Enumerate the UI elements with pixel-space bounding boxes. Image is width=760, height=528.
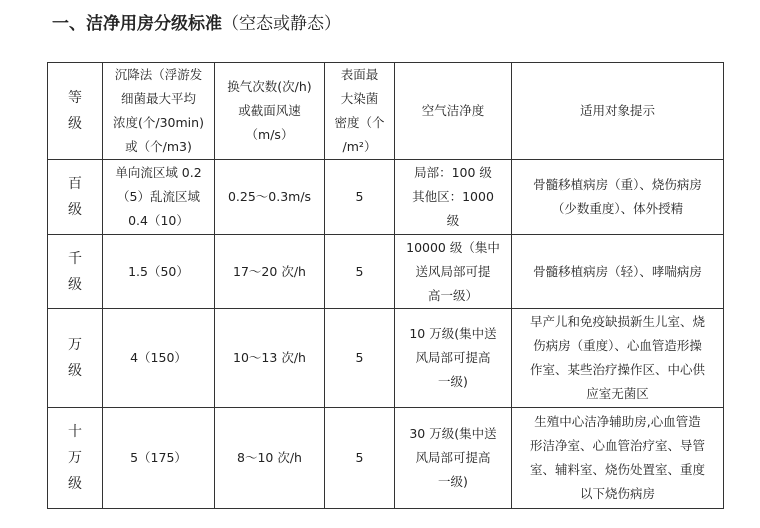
- cell-applicable-objects: 早产儿和免疫缺损新生儿室、烧 伤病房（重度）、心血管造形操 作室、某些治疗操作区、中心供 应室无菌区: [512, 309, 724, 408]
- cell-applicable-objects: 生殖中心洁净辅助房,心血管造 形洁净室、心血管治疗室、导管 室、辅料室、烧伤处置室、重度 以下烧伤病房: [512, 408, 724, 509]
- cell-air-cleanliness: 10 万级(集中送 风局部可提高 一级): [395, 309, 512, 408]
- cell-applicable-objects: 骨髓移植病房（重）、烧伤病房 （少数重度）、体外授精: [512, 160, 724, 235]
- cell-air-cleanliness: 30 万级(集中送 风局部可提高 一级): [395, 408, 512, 509]
- section-heading: [52, 12, 341, 36]
- cell-grade: 十 万 级: [48, 408, 103, 509]
- cell-air-change: 0.25～0.3m/s: [215, 160, 325, 235]
- header-surface-density: 表面最 大染菌 密度（个 /m²）: [325, 63, 395, 160]
- header-air-cleanliness: 空气洁净度: [395, 63, 512, 160]
- cell-settle-method: 1.5（50）: [103, 235, 215, 309]
- cell-surface-density: 5: [325, 309, 395, 408]
- table-row: [48, 309, 724, 408]
- header-applicable-objects: 适用对象提示: [512, 63, 724, 160]
- cell-grade: 千 级: [48, 235, 103, 309]
- cell-settle-method: 4（150）: [103, 309, 215, 408]
- cell-settle-method: 单向流区域 0.2 （5）乱流区域 0.4（10）: [103, 160, 215, 235]
- section-heading-paren: （空态或静态）: [222, 14, 341, 34]
- header-air-change: 换气次数(次/h) 或截面风速 （m/s）: [215, 63, 325, 160]
- header-settle-method: 沉降法（浮游发 细菌最大平均 浓度(个/30min) 或（个/m3): [103, 63, 215, 160]
- table-row: [48, 408, 724, 509]
- cell-surface-density: 5: [325, 160, 395, 235]
- section-heading-main: 一、洁净用房分级标准: [52, 14, 222, 34]
- cell-applicable-objects: 骨髓移植病房（轻）、哮喘病房: [512, 235, 724, 309]
- cell-air-change: 10～13 次/h: [215, 309, 325, 408]
- header-grade: 等 级: [48, 63, 103, 160]
- cell-surface-density: 5: [325, 408, 395, 509]
- cell-grade: 百 级: [48, 160, 103, 235]
- table-header-row: [48, 63, 724, 160]
- cell-air-cleanliness: 10000 级（集中 送风局部可提 高一级）: [395, 235, 512, 309]
- cell-surface-density: 5: [325, 235, 395, 309]
- table-row: [48, 160, 724, 235]
- cell-grade: 万 级: [48, 309, 103, 408]
- cell-air-change: 8～10 次/h: [215, 408, 325, 509]
- cell-settle-method: 5（175）: [103, 408, 215, 509]
- cell-air-cleanliness: 局部：100 级 其他区：1000 级: [395, 160, 512, 235]
- cell-air-change: 17～20 次/h: [215, 235, 325, 309]
- cleanroom-grade-table: [47, 62, 724, 509]
- table-row: [48, 235, 724, 309]
